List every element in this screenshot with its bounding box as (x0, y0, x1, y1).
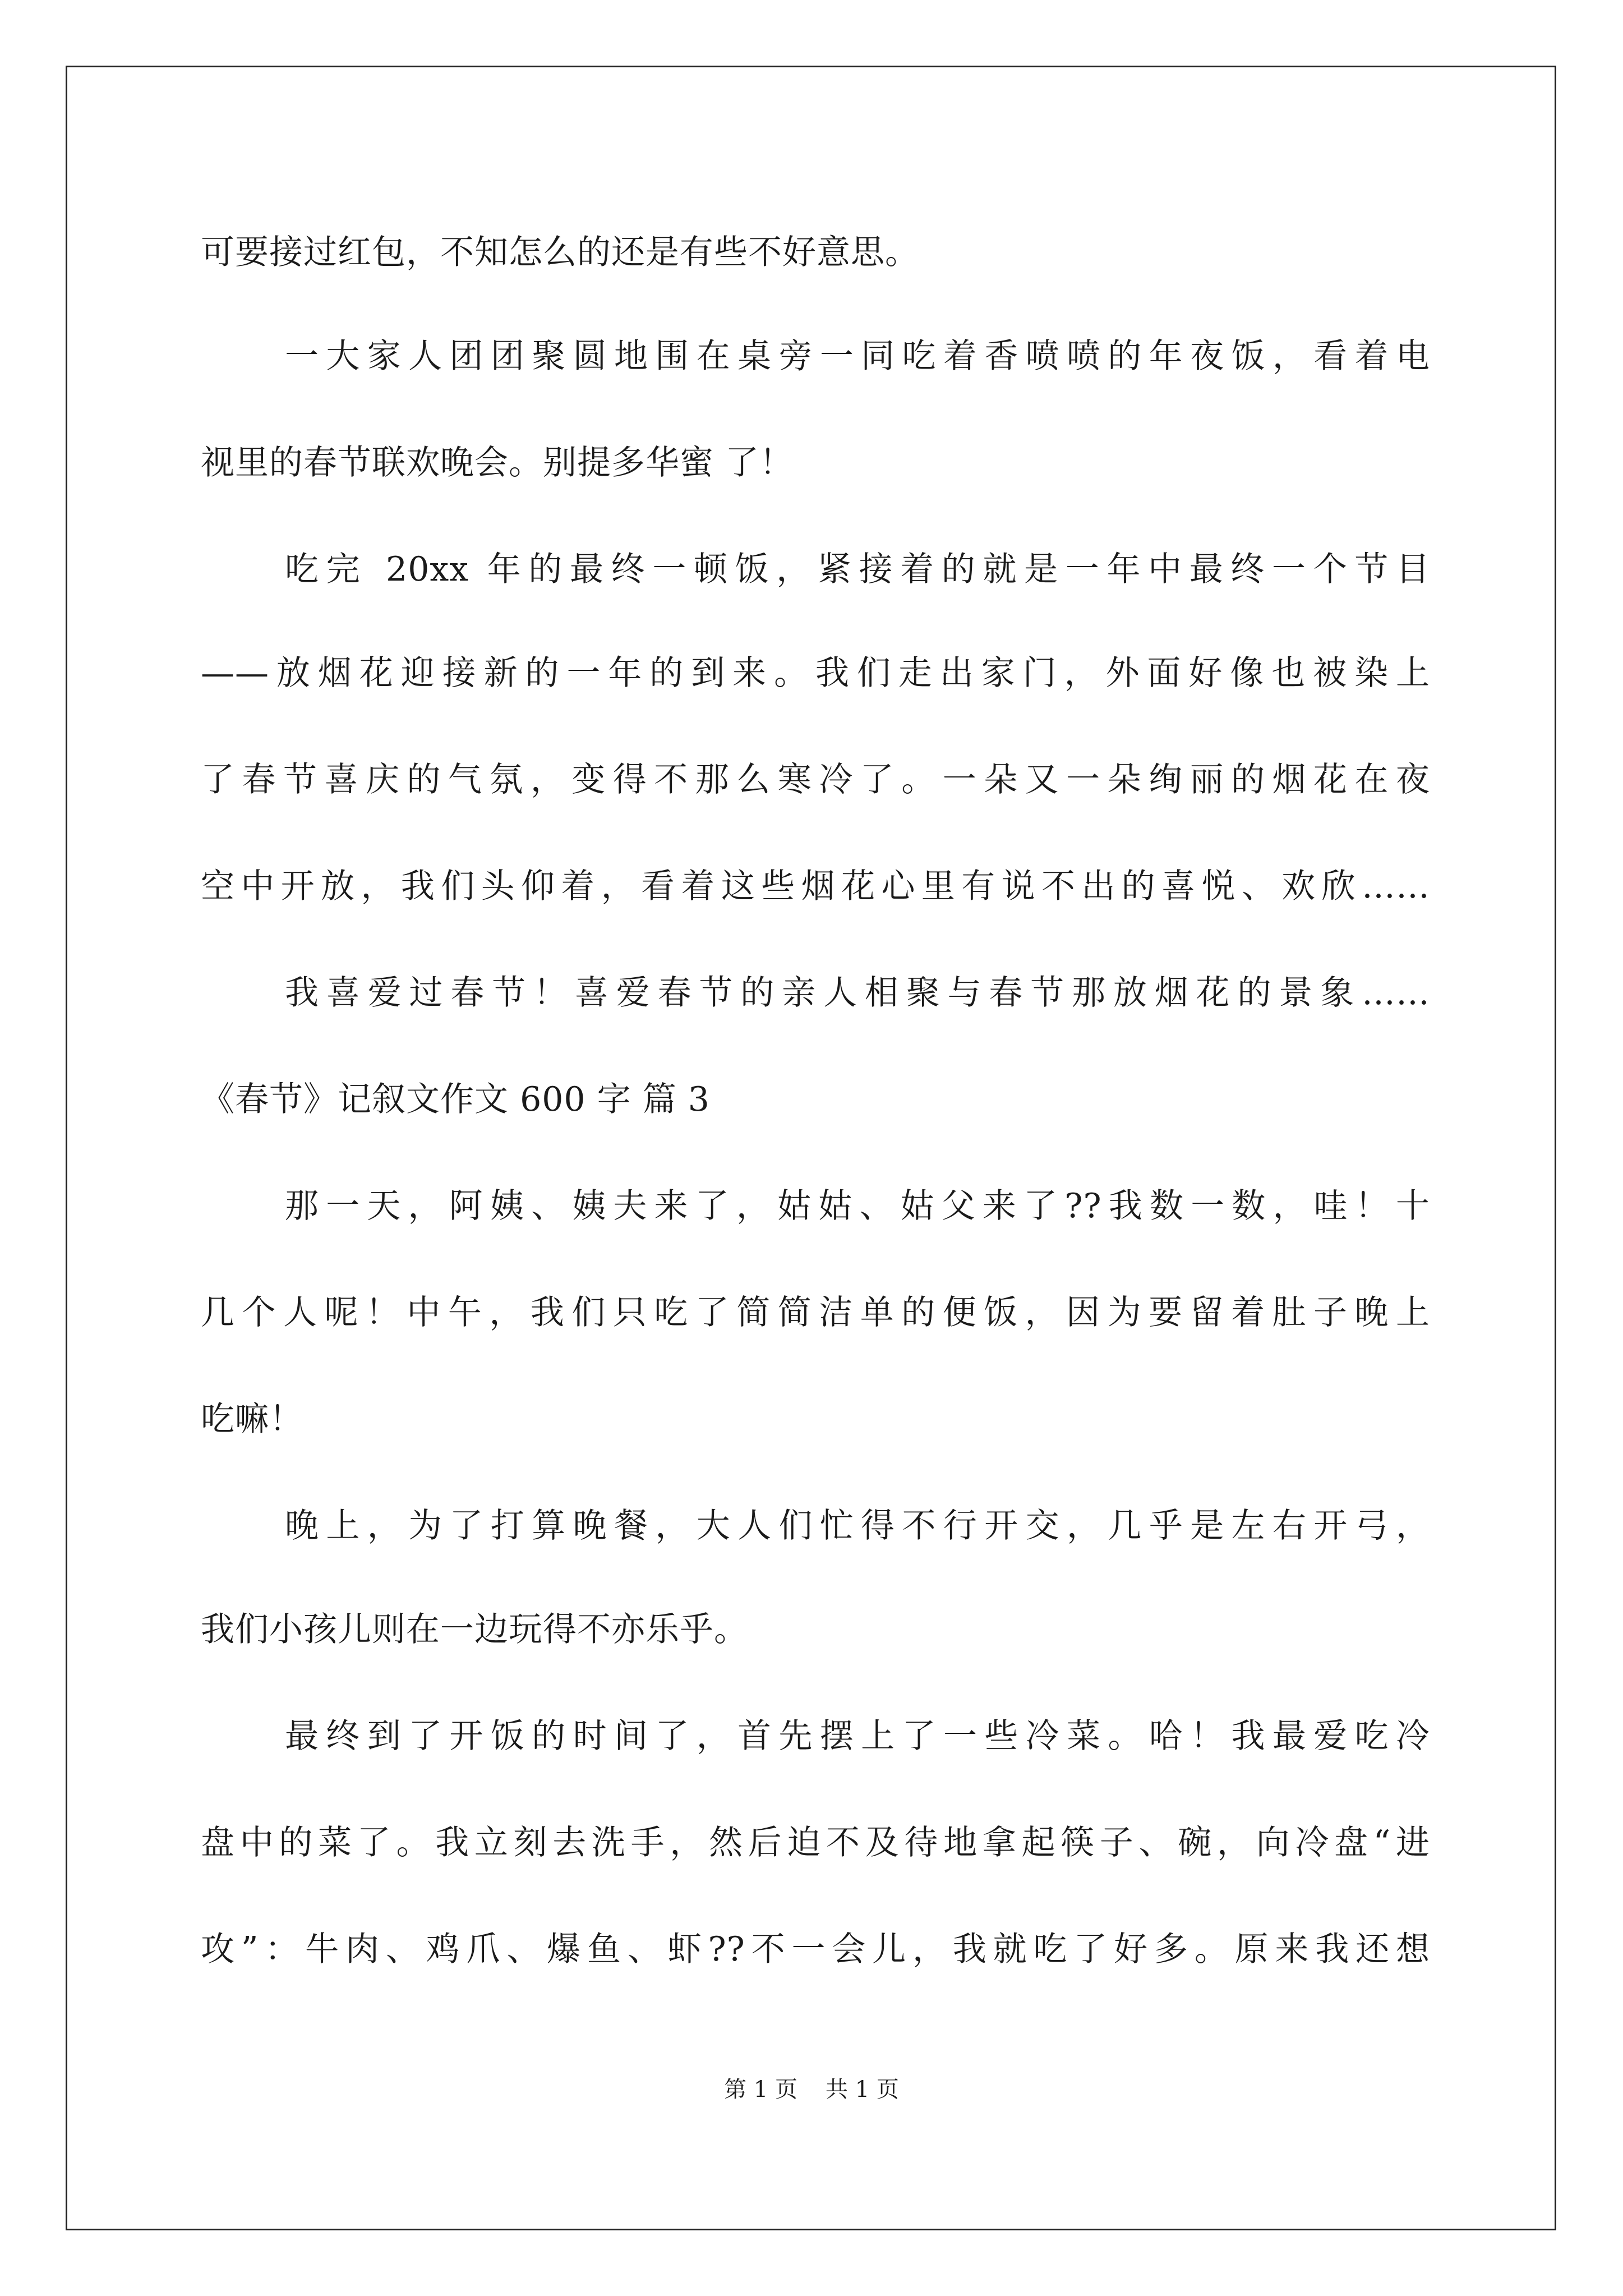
paragraph-line: 那一天，阿姨、姨夫来了，姑姑、姑父来了??我数一数，哇！十 (285, 1186, 1430, 1226)
section-heading: 《春节》记叙文作文 600 字 篇 3 (201, 1080, 710, 1119)
paragraph-line: 攻”：牛肉、鸡爪、爆鱼、虾??不一会儿，我就吃了好多。原来我还想 (201, 1930, 1430, 1969)
page-footer (0, 2076, 1623, 2104)
paragraph-line: 盘中的菜了。我立刻去洗手，然后迫不及待地拿起筷子、碗，向冷盘“进 (201, 1823, 1430, 1862)
paragraph-line: 我喜爱过春节！喜爱春节的亲人相聚与春节那放烟花的景象…… (285, 973, 1430, 1013)
paragraph-line: ——放烟花迎接新的一年的到来。我们走出家门，外面好像也被染上 (201, 654, 1430, 693)
paragraph-line: 视里的春节联欢晚会。别提多华蜜 了！ (201, 443, 794, 482)
paragraph-line: 吃完 20xx 年的最终一顿饭，紧接着的就是一年中最终一个节目 (285, 550, 1430, 589)
paragraph-line: 吃嘛！ (201, 1400, 303, 1439)
page-border (66, 66, 1556, 2230)
paragraph-line: 空中开放，我们头仰着，看着这些烟花心里有说不出的喜悦、欢欣…… (201, 867, 1430, 906)
page-number: 第 1 页 (724, 2077, 797, 2102)
paragraph-line: 最终到了开饭的时间了，首先摆上了一些冷菜。哈！我最爱吃冷 (285, 1717, 1430, 1756)
paragraph-line: 可要接过红包，不知怎么的还是有些不好意思。 (201, 233, 919, 272)
page-total: 共 1 页 (826, 2077, 899, 2102)
paragraph-line: 了春节喜庆的气氛，变得不那么寒冷了。一朵又一朵绚丽的烟花在夜 (201, 760, 1430, 799)
paragraph-line: 几个人呢！中午，我们只吃了简简洁单的便饭，因为要留着肚子晚上 (201, 1293, 1430, 1332)
paragraph-line: 我们小孩儿则在一边玩得不亦乐乎。 (201, 1610, 748, 1649)
paragraph-line: 晚上，为了打算晚餐，大人们忙得不行开交，几乎是左右开弓， (285, 1506, 1430, 1545)
paragraph-line: 一大家人团团聚圆地围在桌旁一同吃着香喷喷的年夜饭，看着电 (285, 337, 1430, 376)
